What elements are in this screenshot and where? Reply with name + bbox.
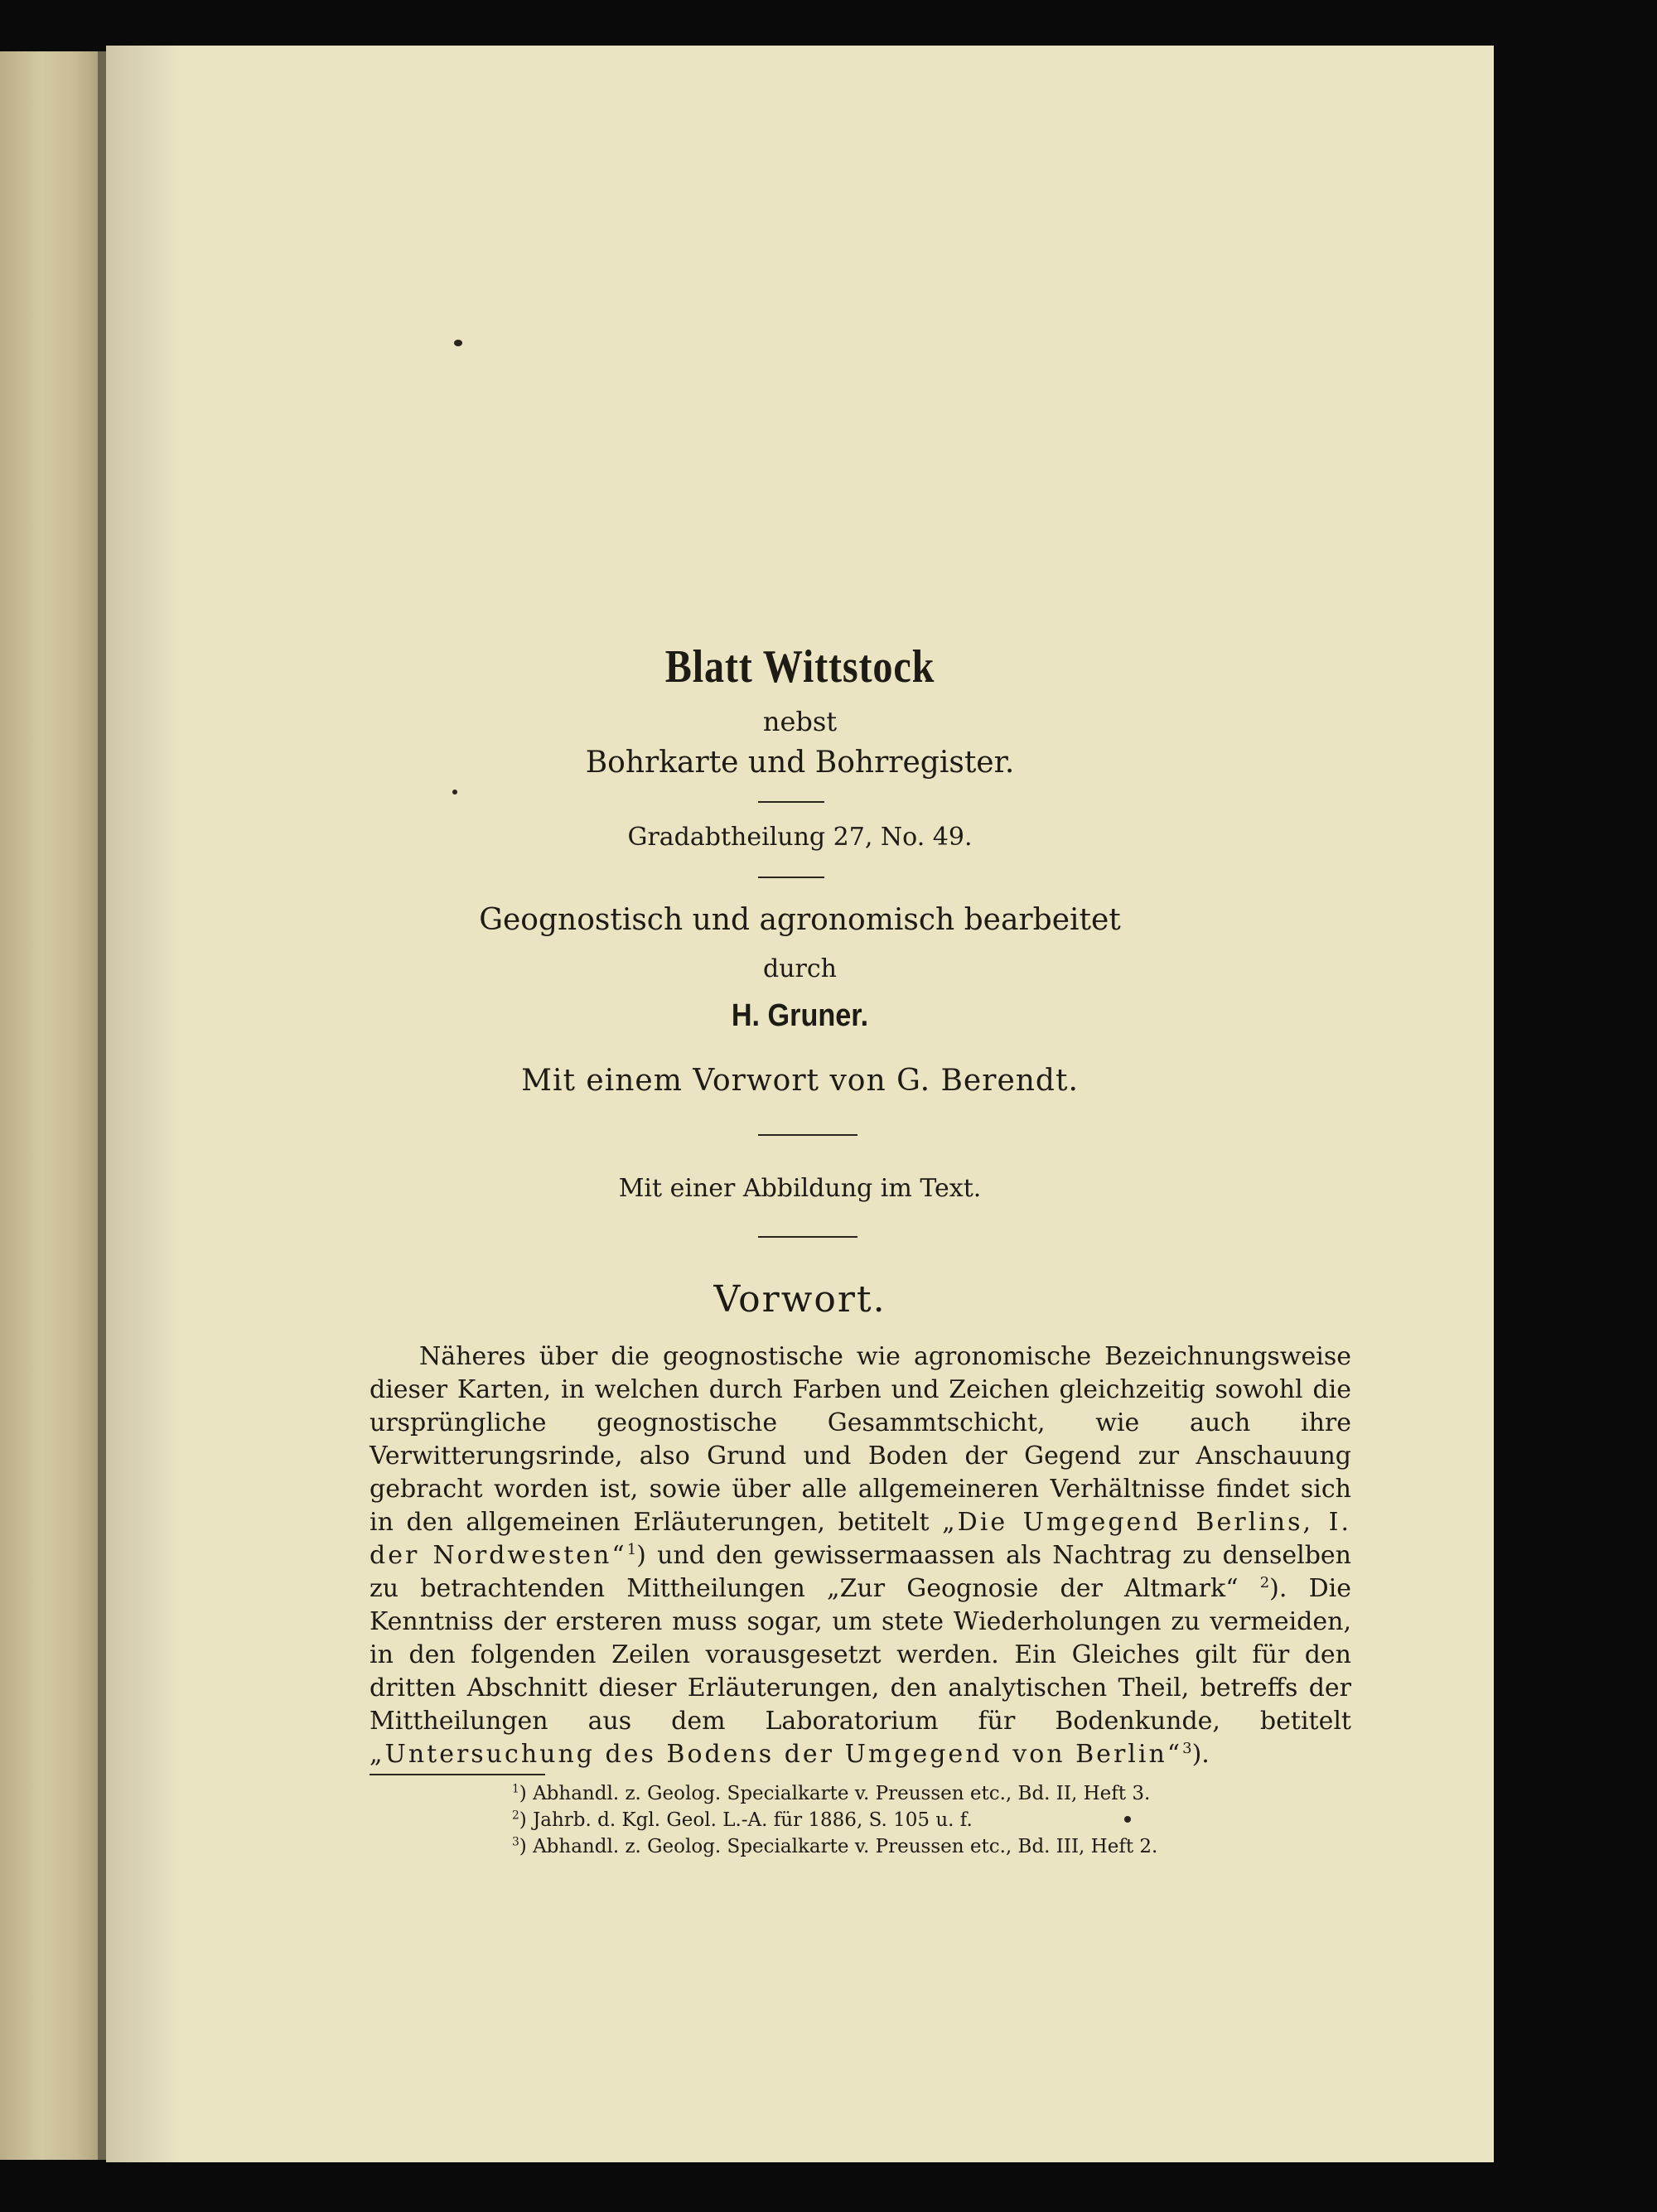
abbildung-line: Mit einer Abbildung im Text. [618, 1174, 982, 1203]
body-part-3: ). Die Kenntniss der ersteren muss sogar, um stete Wiederholungen zu vermeiden, in den folgenden Zeilen vorausgesetzt werden. Ein Gleiches gilt für den dritten Abschnitt dieser Erläuterungen, den analytischen Theil, betreffs der Mittheilungen aus dem Laboratorium für Bodenkunde, betitelt [370, 1574, 1351, 1736]
vorwort-by-line: Mit einem Vorwort von G. Berendt. [521, 1064, 1079, 1098]
footnote-mark: 2 [512, 1809, 519, 1823]
divider-rule-1 [758, 801, 824, 803]
body-part-1: Näheres über die geognostische wie agronomische Bezeichnungsweise dieser Karten, in welchen durch Farben und Zeichen gleichzeitig sowohl die ursprüngliche geognostische Gesammtschicht, wie auch ihre Verwitterungsrinde, also Grund und Boden der Gegend zur Anschauung gebracht worden ist, sowie über alle allgemeineren Verhältnisse findet sich in den allgemeinen Erläuterungen, betitelt [370, 1342, 1351, 1537]
body-spaced-title-2: „Untersuchung des Bodens der Umgegend von Berlin“ [370, 1740, 1183, 1769]
footnote-rule [370, 1774, 545, 1775]
binding-edge [98, 51, 106, 2160]
durch-line: durch [763, 954, 837, 983]
nebst-line: nebst [762, 706, 838, 737]
ink-speck [452, 790, 457, 794]
page-gutter-shade [106, 46, 181, 2162]
vorwort-paragraph [370, 1340, 1351, 1771]
gradabtheilung-line: Gradabtheilung 27, No. 49. [627, 823, 973, 852]
book-page [106, 46, 1494, 2162]
footnote-text: ) Abhandl. z. Geolog. Specialkarte v. Preussen etc., Bd. II, Heft 3. [519, 1783, 1151, 1804]
subtitle: Bohrkarte und Bohrregister. [585, 746, 1015, 780]
section-heading: Vorwort. [713, 1278, 886, 1321]
footnote-ref-1: 1 [626, 1541, 637, 1558]
author-name: H. Gruner. [731, 998, 869, 1033]
footnote-ref-2: 2 [1259, 1574, 1270, 1591]
ink-speck [454, 340, 462, 346]
body-spaced-title-1: „Die Umgegend Berlins, I. der Nordwesten“ [370, 1508, 1351, 1570]
divider-rule-3 [758, 1134, 857, 1136]
footnote-3 [512, 1833, 1157, 1860]
page-title: Blatt Wittstock [664, 641, 935, 693]
divider-rule-4 [758, 1236, 857, 1238]
bearbeitet-line: Geognostisch und agronomisch bearbeitet [479, 903, 1121, 937]
divider-rule-2 [758, 877, 824, 878]
book-binding [0, 51, 104, 2160]
ink-speck [1124, 1816, 1131, 1823]
footnote-1 [512, 1780, 1157, 1807]
footnote-ref-3: 3 [1182, 1740, 1192, 1757]
footnote-mark: 3 [512, 1835, 519, 1849]
body-part-4: ). [1191, 1740, 1210, 1769]
footnote-2 [512, 1807, 1157, 1833]
body-part-2: ) und den gewissermaassen als Nachtrag zu denselben zu betrachtenden Mittheilungen „Zur Geognosie der Altmark“ [370, 1541, 1351, 1603]
footnote-text: ) Jahrb. d. Kgl. Geol. L.-A. für 1886, S. 105 u. f. [519, 1809, 973, 1831]
footnote-mark: 1 [512, 1782, 519, 1796]
footnote-text: ) Abhandl. z. Geolog. Specialkarte v. Preussen etc., Bd. III, Heft 2. [519, 1836, 1158, 1857]
footnotes [512, 1780, 1157, 1860]
